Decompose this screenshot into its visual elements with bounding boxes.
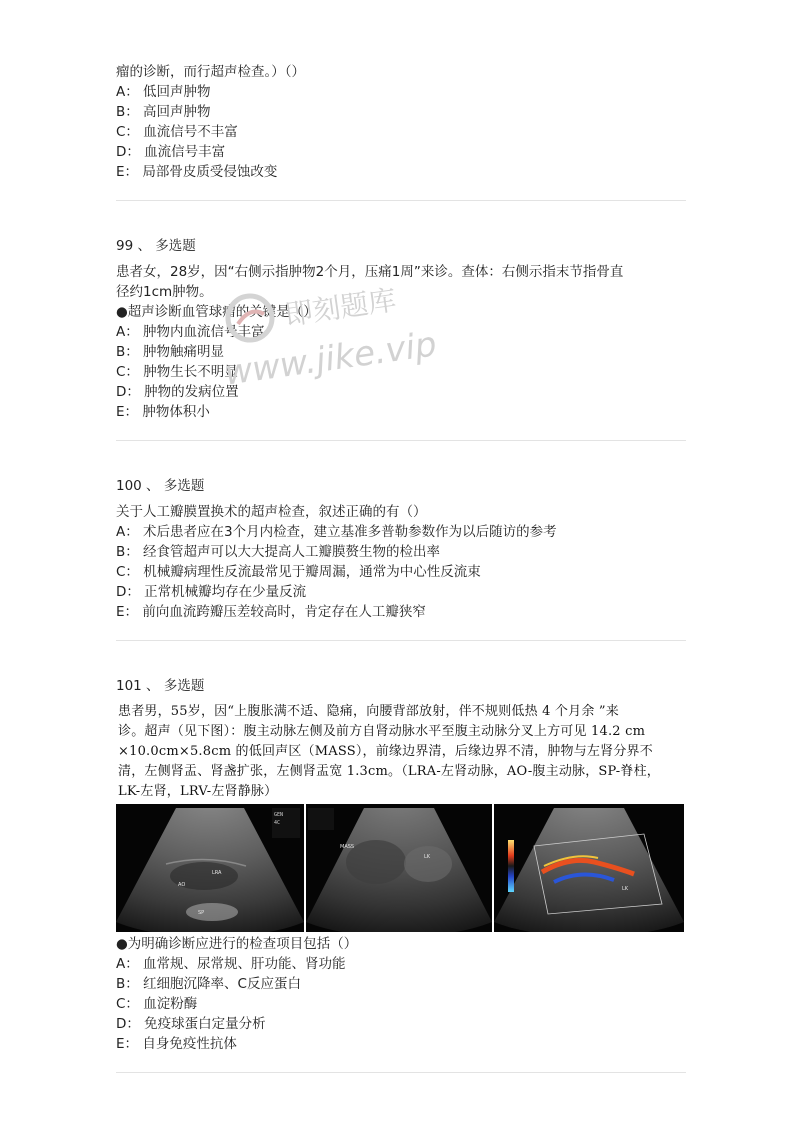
q101-option-e[interactable]: E： 自身免疫性抗体 — [116, 1036, 237, 1052]
q101-case-line: 清，左侧肾盂、肾盏扩张，左侧肾盂宽 1.3cm。（LRA-左肾动脉，AO-腹主动脉，SP-脊柱， — [118, 764, 660, 779]
watermark-url: www.jike.vip — [222, 324, 440, 394]
q99-option-a[interactable]: A： 肿物内血流信号丰富 — [116, 324, 265, 340]
q100-stem: 关于人工瓣膜置换术的超声检查，叙述正确的有（） — [116, 504, 427, 520]
q99-option-b[interactable]: B： 肿物触痛明显 — [116, 344, 225, 360]
svg-text:4C: 4C — [274, 820, 281, 826]
svg-text:GEN: GEN — [274, 812, 284, 818]
label-lra: LRA — [212, 870, 222, 876]
q101-case-line: 诊。超声（见下图）：腹主动脉左侧及前方自肾动脉水平至腹主动脉分叉上方可见 14.2 cm — [118, 724, 646, 739]
q98-option-c[interactable]: C： 血流信号不丰富 — [116, 124, 238, 140]
q99-header: 99 、 多选题 — [116, 238, 196, 254]
q101-option-b[interactable]: B： 红细胞沉降率、C反应蛋白 — [116, 976, 301, 992]
separator — [116, 1072, 686, 1073]
q98-option-d[interactable]: D： 血流信号丰富 — [116, 144, 226, 160]
q100-option-a[interactable]: A： 术后患者应在3个月内检查，建立基准多普勒参数作为以后随访的参考 — [116, 524, 557, 540]
separator — [116, 200, 686, 201]
q99-stem-line2: 径约1cm肿物。 — [116, 284, 213, 300]
q99-option-e[interactable]: E： 肿物体积小 — [116, 404, 210, 420]
label-lk: LK — [622, 886, 629, 892]
q99-stem-line1: 患者女，28岁，因“右侧示指肿物2个月，压痛1周”来诊。查体：右侧示指末节指骨直 — [116, 264, 624, 280]
q100-option-b[interactable]: B： 经食管超声可以大大提高人工瓣膜赘生物的检出率 — [116, 544, 441, 560]
q99-option-c[interactable]: C： 肿物生长不明显 — [116, 364, 238, 380]
q101-case-line: LK-左肾，LRV-左肾静脉） — [118, 784, 278, 799]
q100-option-d[interactable]: D： 正常机械瓣均存在少量反流 — [116, 584, 307, 600]
q100-option-c[interactable]: C： 机械瓣病理性反流最常见于瓣周漏，通常为中心性反流束 — [116, 564, 481, 580]
ultrasound-image-2 — [306, 804, 492, 932]
q98-option-a[interactable]: A： 低回声肿物 — [116, 84, 211, 100]
separator — [116, 640, 686, 641]
q100-option-e[interactable]: E： 前向血流跨瓣压差较高时，肯定存在人工瓣狭窄 — [116, 604, 426, 620]
q98-stem-end: 瘤的诊断，而行超声检查。）（） — [116, 64, 305, 80]
q98-option-b[interactable]: B： 高回声肿物 — [116, 104, 211, 120]
label-mass: MASS — [340, 844, 355, 850]
q99-option-d[interactable]: D： 肿物的发病位置 — [116, 384, 239, 400]
ultrasound-image-1 — [116, 804, 304, 932]
ultrasound-image-3 — [494, 804, 684, 932]
q101-option-c[interactable]: C： 血淀粉酶 — [116, 996, 198, 1012]
q99-question: ●超声诊断血管球瘤的关键是（） — [116, 304, 317, 320]
q100-header: 100 、 多选题 — [116, 478, 205, 494]
q101-case-line: ×10.0cm×5.8cm 的低回声区（MASS），前缘边界清，后缘边界不清，肿物与左肾分界不 — [118, 744, 653, 759]
label-lk: LK — [424, 854, 431, 860]
q101-option-a[interactable]: A： 血常规、尿常规、肝功能、肾功能 — [116, 956, 346, 972]
q101-case-line: 患者男，55岁，因“上腹胀满不适、隐痛，向腰背部放射，伴不规则低热 4 个月余 ”来 — [118, 704, 619, 719]
label-ao: AO — [178, 882, 186, 888]
separator — [116, 440, 686, 441]
q101-header: 101 、 多选题 — [116, 678, 205, 694]
q101-question: ●为明确诊断应进行的检查项目包括（） — [116, 936, 358, 952]
q101-option-d[interactable]: D： 免疫球蛋白定量分析 — [116, 1016, 266, 1032]
q98-option-e[interactable]: E： 局部骨皮质受侵蚀改变 — [116, 164, 278, 180]
label-sp: SP — [198, 910, 205, 916]
watermark-text-cn: 即刻题库 — [282, 283, 399, 332]
